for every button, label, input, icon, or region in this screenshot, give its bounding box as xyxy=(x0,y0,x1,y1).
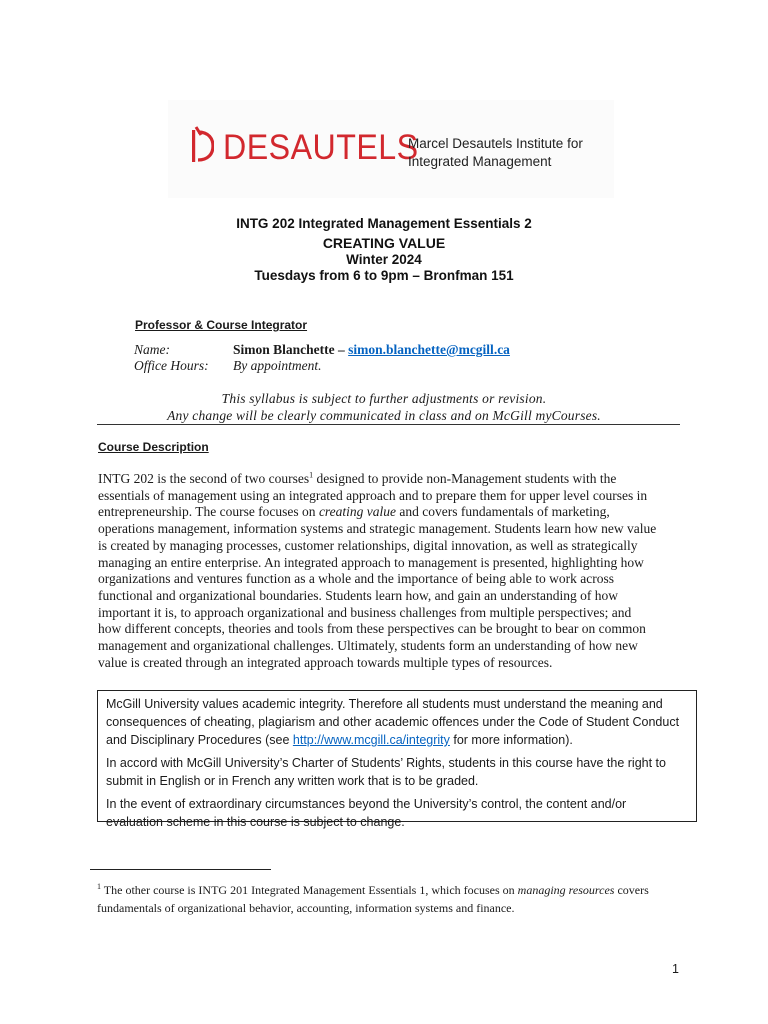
syllabus-notice xyxy=(0,390,768,424)
office-hours-value: By appointment. xyxy=(233,358,322,373)
course-description-heading: Course Description xyxy=(98,440,209,454)
office-hours-row xyxy=(134,358,321,374)
logo-institute-line1: Marcel Desautels Institute for xyxy=(408,136,583,151)
desc-emphasis: creating value xyxy=(318,504,397,520)
footnote-emphasis: managing resources xyxy=(517,883,615,897)
integrity-link[interactable]: http://www.mcgill.ca/integrity xyxy=(292,733,450,747)
footnote-text: The other course is INTG 201 Integrated Management Essentials 1, which focuses on xyxy=(101,883,518,897)
footnote xyxy=(97,881,677,917)
course-schedule: Tuesdays from 6 to 9pm – Bronfman 151 xyxy=(254,268,514,283)
academic-integrity-box xyxy=(97,690,697,829)
logo-institute-line2: Integrated Management xyxy=(408,154,552,169)
logo-institute-name xyxy=(408,135,608,171)
notice-line2: Any change will be clearly communicated in class and on McGill myCourses. xyxy=(167,408,601,423)
footnote-ref[interactable]: 1 xyxy=(309,470,314,480)
logo-wordmark: DESAUTELS xyxy=(223,128,419,167)
course-description-text xyxy=(98,471,673,671)
desautels-logo-mark-icon xyxy=(192,126,214,166)
course-subtitle: CREATING VALUE xyxy=(322,235,446,251)
course-term: Winter 2024 xyxy=(346,252,422,267)
footnote-separator xyxy=(90,869,271,870)
footnote-text-end: covers fundamentals of organizational behavior, accounting, information systems and finance. xyxy=(97,883,649,915)
extraordinary-circumstances-paragraph: In the event of extraordinary circumstances beyond the University’s control, the content and/or evaluation scheme in this course is subject to change. xyxy=(106,797,627,829)
desc-part2: designed to provide non-Management students with the essentials of management using an integrated approach and to prepare them for upper level courses in entrepreneurship. The course focuses on xyxy=(98,471,648,520)
desautels-logo xyxy=(168,100,614,198)
section-divider xyxy=(97,424,680,425)
professor-name: Simon Blanchette – xyxy=(233,342,345,357)
integrity-text: McGill University values academic integrity. Therefore all students must understand the meaning and consequences of cheating, plagiarism and other academic offences under the Code of Student Conduct and Disciplinary Procedures (see xyxy=(106,697,680,747)
name-label: Name: xyxy=(134,342,170,357)
professor-name-row xyxy=(134,342,510,358)
professor-heading: Professor & Course Integrator xyxy=(135,318,308,332)
course-title-block xyxy=(0,216,768,285)
course-title: INTG 202 Integrated Management Essentials 2 xyxy=(236,216,532,231)
integrity-text-end: for more information). xyxy=(449,733,573,747)
desc-part3: and covers fundamentals of marketing, operations management, information systems and strategic management. Students learn how new value is created by managing processes, customer relationships, digital innovation, as well as strategically managing an entire enterprise. An integrated approach to management is presented, highlighting how organizations and ventures function as a whole and the importance of being able to work across functional and organizational boundaries. Students learn how, and gain an understanding of how important it is, to approach organizational and business challenges from multiple perspectives; and how different concepts, theories and tools from these perspectives can be brought to bear on common management and organizational challenges. Ultimately, students form an understanding of how new value is created through an integrated approach towards multiple types of resources. xyxy=(98,504,657,670)
footnote-mark: 1 xyxy=(97,882,101,891)
page-number: 1 xyxy=(672,962,679,976)
office-hours-label: Office Hours: xyxy=(134,358,209,373)
notice-line1: This syllabus is subject to further adjustments or revision. xyxy=(221,391,547,406)
desc-part1: INTG 202 is the second of two courses xyxy=(98,471,310,486)
professor-email-link[interactable]: simon.blanchette@mcgill.ca xyxy=(348,342,510,357)
language-rights-paragraph: In accord with McGill University’s Charter of Students’ Rights, students in this course have the right to submit in English or in French any written work that is to be graded. xyxy=(106,756,666,788)
integrity-paragraph xyxy=(106,695,688,749)
